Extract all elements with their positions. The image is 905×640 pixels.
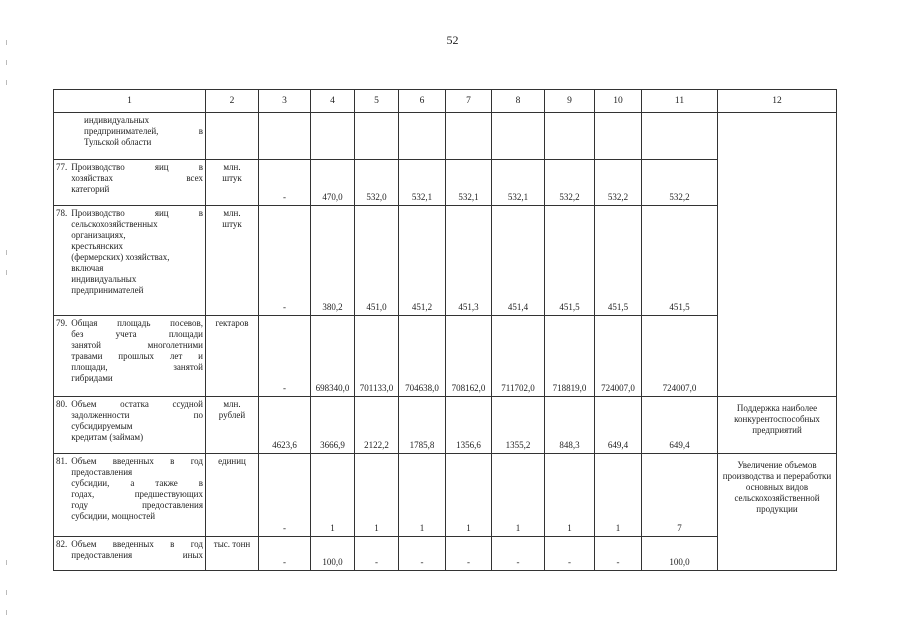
value-cell: 724007,0 xyxy=(595,316,642,397)
value-cell: 649,4 xyxy=(595,397,642,454)
row-number: 81. xyxy=(56,456,68,466)
value-cell: - xyxy=(595,537,642,571)
value-cell: 532,0 xyxy=(355,160,399,206)
value-cell: - xyxy=(399,537,446,571)
value-cell: 701133,0 xyxy=(355,316,399,397)
value-cell: 718819,0 xyxy=(545,316,595,397)
value-cell: - xyxy=(259,316,311,397)
unit-cell xyxy=(206,160,259,206)
value-cell: - xyxy=(259,537,311,571)
unit-line: штук xyxy=(222,219,242,229)
value-cell: - xyxy=(492,537,545,571)
value-cell: 708162,0 xyxy=(446,316,492,397)
value-cell: 1 xyxy=(595,454,642,537)
value-cell: 649,4 xyxy=(642,397,718,454)
table-row xyxy=(54,113,837,160)
unit-line: млн. xyxy=(223,399,241,409)
name-line: гибридами xyxy=(71,373,113,383)
value-cell: 100,0 xyxy=(642,537,718,571)
value-cell: 532,1 xyxy=(492,160,545,206)
name-line: без учета площади xyxy=(71,329,203,339)
value-cell: 380,2 xyxy=(311,206,355,316)
name-line: предпринимателей xyxy=(71,285,144,295)
value-cell: 470,0 xyxy=(311,160,355,206)
name-line: году предоставления xyxy=(71,500,203,510)
unit-line: млн. xyxy=(223,162,241,172)
name-line: категорий xyxy=(71,184,110,194)
indicator-name xyxy=(54,316,206,397)
name-line: задолженности по xyxy=(71,410,203,420)
name-line: предоставления xyxy=(71,467,133,477)
value-cell: 1 xyxy=(355,454,399,537)
value-cell xyxy=(642,113,718,160)
value-cell: 4623,6 xyxy=(259,397,311,454)
value-cell: 451,2 xyxy=(399,206,446,316)
indicator-name xyxy=(54,397,206,454)
header-row xyxy=(54,90,837,113)
name-line: кредитам (займам) xyxy=(71,432,144,442)
header-cell: 2 xyxy=(206,90,259,113)
value-cell: 451,3 xyxy=(446,206,492,316)
header-cell: 3 xyxy=(259,90,311,113)
value-cell: 711702,0 xyxy=(492,316,545,397)
unit-cell xyxy=(206,537,259,571)
value-cell: 1 xyxy=(446,454,492,537)
indicator-name xyxy=(54,160,206,206)
value-cell: - xyxy=(259,206,311,316)
value-cell: - xyxy=(259,454,311,537)
header-cell: 10 xyxy=(595,90,642,113)
value-cell: 1 xyxy=(311,454,355,537)
name-line: площади, занятой xyxy=(71,362,203,372)
header-cell: 4 xyxy=(311,90,355,113)
name-line: хозяйствах всех xyxy=(71,173,203,183)
header-cell: 12 xyxy=(718,90,837,113)
value-cell: 698340,0 xyxy=(311,316,355,397)
value-cell: 1 xyxy=(399,454,446,537)
unit-line: гектаров xyxy=(215,318,249,328)
header-cell: 11 xyxy=(642,90,718,113)
name-line: организациях, xyxy=(71,230,126,240)
header-cell: 8 xyxy=(492,90,545,113)
value-cell: - xyxy=(355,537,399,571)
row-number: 82. xyxy=(56,539,68,549)
name-line: травами прошлых лет и xyxy=(71,351,203,361)
value-cell xyxy=(259,113,311,160)
value-cell: 532,2 xyxy=(545,160,595,206)
header-cell: 9 xyxy=(545,90,595,113)
unit-line: рублей xyxy=(218,410,246,420)
name-line: годах, предшествующих xyxy=(71,489,203,499)
value-cell: 451,0 xyxy=(355,206,399,316)
unit-cell xyxy=(206,206,259,316)
value-cell: 451,5 xyxy=(642,206,718,316)
value-cell xyxy=(355,113,399,160)
indicator-name xyxy=(54,206,206,316)
unit-line: тыс. тонн xyxy=(213,539,251,549)
row-number: 78. xyxy=(56,208,68,218)
indicator-name xyxy=(54,537,206,571)
unit-cell xyxy=(206,454,259,537)
indicator-name xyxy=(54,454,206,537)
name-line: Объем введенных в год xyxy=(71,456,203,466)
goal-cell xyxy=(718,113,837,397)
value-cell: 451,5 xyxy=(595,206,642,316)
header-cell: 7 xyxy=(446,90,492,113)
name-line: Объем остатка ссудной xyxy=(71,399,203,409)
row-number: 77. xyxy=(56,162,68,172)
table-row xyxy=(54,397,837,454)
goal-cell: Поддержка наиболее конкурентоспособных предприятий xyxy=(718,397,837,454)
value-cell: 532,2 xyxy=(642,160,718,206)
value-cell: 532,1 xyxy=(446,160,492,206)
value-cell xyxy=(399,113,446,160)
name-line: предоставления иных xyxy=(71,550,203,560)
table-row xyxy=(54,454,837,537)
unit-cell xyxy=(206,113,259,160)
goal-cell: Увеличение объемов производства и переработки основных видов сельскохозяйственной продукции xyxy=(718,454,837,571)
row-number: 80. xyxy=(56,399,68,409)
value-cell xyxy=(492,113,545,160)
value-cell: 1785,8 xyxy=(399,397,446,454)
value-cell xyxy=(595,113,642,160)
name-line: сельскохозяйственных xyxy=(71,219,158,229)
name-line: Производство яиц в xyxy=(71,162,203,172)
value-cell: 704638,0 xyxy=(399,316,446,397)
indicator-name xyxy=(54,113,206,160)
name-line: занятой многолетними xyxy=(71,340,203,350)
value-cell: 1356,6 xyxy=(446,397,492,454)
value-cell: 1 xyxy=(545,454,595,537)
header-cell: 1 xyxy=(54,90,206,113)
header-cell: 6 xyxy=(399,90,446,113)
value-cell xyxy=(446,113,492,160)
name-line: субсидируемым xyxy=(71,421,133,431)
value-cell: - xyxy=(259,160,311,206)
name-line: Тульской области xyxy=(84,137,152,147)
name-line: Объем введенных в год xyxy=(71,539,203,549)
name-line: субсидии, а также в xyxy=(71,478,203,488)
unit-cell xyxy=(206,316,259,397)
value-cell: 1 xyxy=(492,454,545,537)
value-cell: 532,2 xyxy=(595,160,642,206)
value-cell: 724007,0 xyxy=(642,316,718,397)
row-number: 79. xyxy=(56,318,68,328)
name-line: (фермерских) хозяйствах, xyxy=(71,252,170,262)
value-cell: 532,1 xyxy=(399,160,446,206)
unit-cell xyxy=(206,397,259,454)
value-cell xyxy=(545,113,595,160)
value-cell: 1355,2 xyxy=(492,397,545,454)
value-cell: 848,3 xyxy=(545,397,595,454)
value-cell: 100,0 xyxy=(311,537,355,571)
name-line: крестьянских xyxy=(71,241,124,251)
value-cell: 451,4 xyxy=(492,206,545,316)
name-line: Общая площадь посевов, xyxy=(71,318,203,328)
value-cell xyxy=(311,113,355,160)
name-line: Производство яиц в xyxy=(71,208,203,218)
name-line: индивидуальных xyxy=(71,274,137,284)
header-cell: 5 xyxy=(355,90,399,113)
value-cell: - xyxy=(545,537,595,571)
value-cell: 3666,9 xyxy=(311,397,355,454)
value-cell: 7 xyxy=(642,454,718,537)
unit-line: млн. xyxy=(223,208,241,218)
indicator-table xyxy=(53,89,837,571)
value-cell: - xyxy=(446,537,492,571)
name-line: индивидуальных xyxy=(84,115,150,125)
name-line: включая xyxy=(71,263,104,273)
value-cell: 2122,2 xyxy=(355,397,399,454)
value-cell: 451,5 xyxy=(545,206,595,316)
name-line: предпринимателей, в xyxy=(84,126,203,136)
unit-line: единиц xyxy=(218,456,246,466)
binding-edge-marks xyxy=(6,0,8,640)
name-line: субсидии, мощностей xyxy=(71,511,156,521)
page-number: 52 xyxy=(446,33,459,47)
unit-line: штук xyxy=(222,173,242,183)
